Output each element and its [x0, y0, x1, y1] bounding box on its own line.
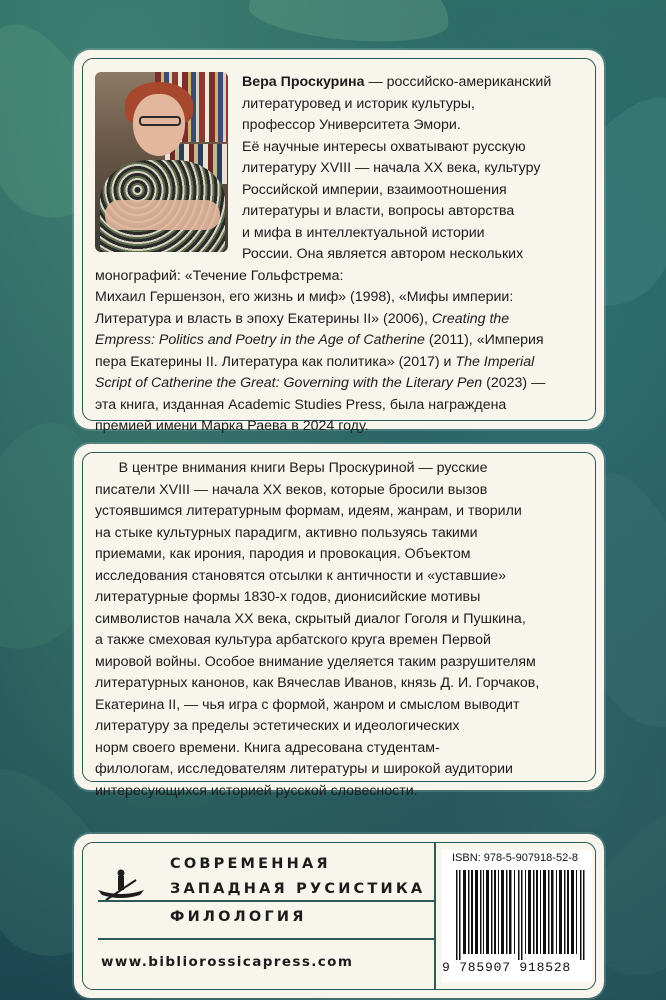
isbn-text: ISBN: 978-5-907918-52-8 [452, 852, 578, 864]
bio-line-15: Script of Catherine the Great: Governing with the Literary Pen (2023) — [95, 375, 546, 391]
bio-line-9: России. Она является автором нескольких [242, 246, 524, 262]
barcode-bars [456, 870, 586, 960]
desc-line: исследования становятся отсылки к античности и «уставшие» [95, 567, 507, 584]
desc-line: литературу за пределы эстетических и идеологических [95, 718, 460, 734]
bio-line-4: Её научные интересы охватывают русскую [242, 138, 526, 155]
divider [98, 900, 434, 902]
boat-with-rower-icon [96, 864, 146, 904]
description-panel [74, 444, 604, 799]
bio-line-8: и мифа в интеллектуальной истории [242, 224, 485, 241]
desc-line: мировой войны. Особое внимание уделяется таким разрушителям [95, 653, 536, 670]
bio-line-7: литературы и власти, вопросы авторства [242, 203, 515, 219]
author-name: Вера Проскурина [242, 74, 365, 90]
bio-line-14: пера Екатерины II. Литература как политика» (2017) и The Imperial [95, 353, 535, 370]
desc-line: писатели XVIII — начала XX веков, которые бросили вызов [95, 481, 488, 498]
publisher-website: www.bibliorossicapress.com [101, 954, 354, 970]
desc-line: литературные формы 1830-х годов, дионисийские мотивы [95, 589, 481, 605]
divider-vertical [434, 842, 436, 990]
bio-line-17: премией имени Марка Раева в 2024 году. [95, 418, 369, 434]
divider [98, 938, 434, 940]
desc-line: Екатерина II, — чья игра с формой, жанром и смыслом выводит [95, 696, 520, 713]
desc-line: а также смеховая культура арбатского круга времен Первой [95, 632, 491, 648]
desc-line: В центре внимания книги Веры Проскуриной — русские [95, 460, 488, 476]
desc-line: норм своего времени. Книга адресована студентам- [95, 739, 440, 756]
bio-line-13: Empress: Politics and Poetry in the Age of Catherine (2011), «Империя [95, 332, 544, 348]
series-title-line-2: ЗАПАДНАЯ РУСИСТИКА [170, 881, 426, 897]
barcode [442, 850, 592, 982]
desc-line: на стыке культурных парадигм, активно пользуясь такими [95, 524, 478, 541]
footer-panel [74, 834, 604, 998]
bio-line-6: Российской империи, взаимоотношения [242, 181, 507, 198]
bio-line-5: литературу XVIII — начала XX века, культуру [242, 160, 541, 176]
bio-line-10: монографий: «Течение Гольфстрема: [95, 267, 344, 284]
desc-line: филологам, исследователям литературы и широкой аудитории [95, 761, 513, 777]
bio-line-3: профессор Университета Эмори. [242, 117, 461, 133]
bio-line-12: Литература и власть в эпоху Екатерины II» (2006), Creating the [95, 310, 510, 327]
bio-line-2: литературовед и историк культуры, [242, 95, 475, 112]
bio-line-11: Михаил Гершензон, его жизнь и миф» (1998), «Мифы империи: [95, 289, 514, 305]
bio-line-16: эта книга, изданная Academic Studies Press, была награждена [95, 396, 507, 413]
author-bio [95, 72, 595, 438]
book-description [95, 458, 589, 802]
desc-line: приемами, как ирония, пародия и провокация. Объектом [95, 546, 471, 562]
series-title-line-1: СОВРЕМЕННАЯ [170, 856, 331, 872]
author-photo [95, 72, 228, 252]
series-title [170, 852, 425, 902]
subject-label: ФИЛОЛОГИЯ [170, 909, 307, 925]
author-panel [74, 50, 604, 434]
bio-line-1: — российско-американский [364, 74, 552, 90]
desc-line: интересующихся историей русской словесности. [95, 782, 418, 799]
desc-line: символистов начала XX века, скрытый диалог Гоголя и Пушкина, [95, 610, 526, 627]
barcode-number: 9 785907 918528 [442, 960, 572, 975]
desc-line: литературных канонов, как Вячеслав Иванов, князь Д. И. Горчаков, [95, 675, 540, 691]
desc-line: устоявшимся литературным формам, идеям, жанрам, и творили [95, 503, 522, 519]
